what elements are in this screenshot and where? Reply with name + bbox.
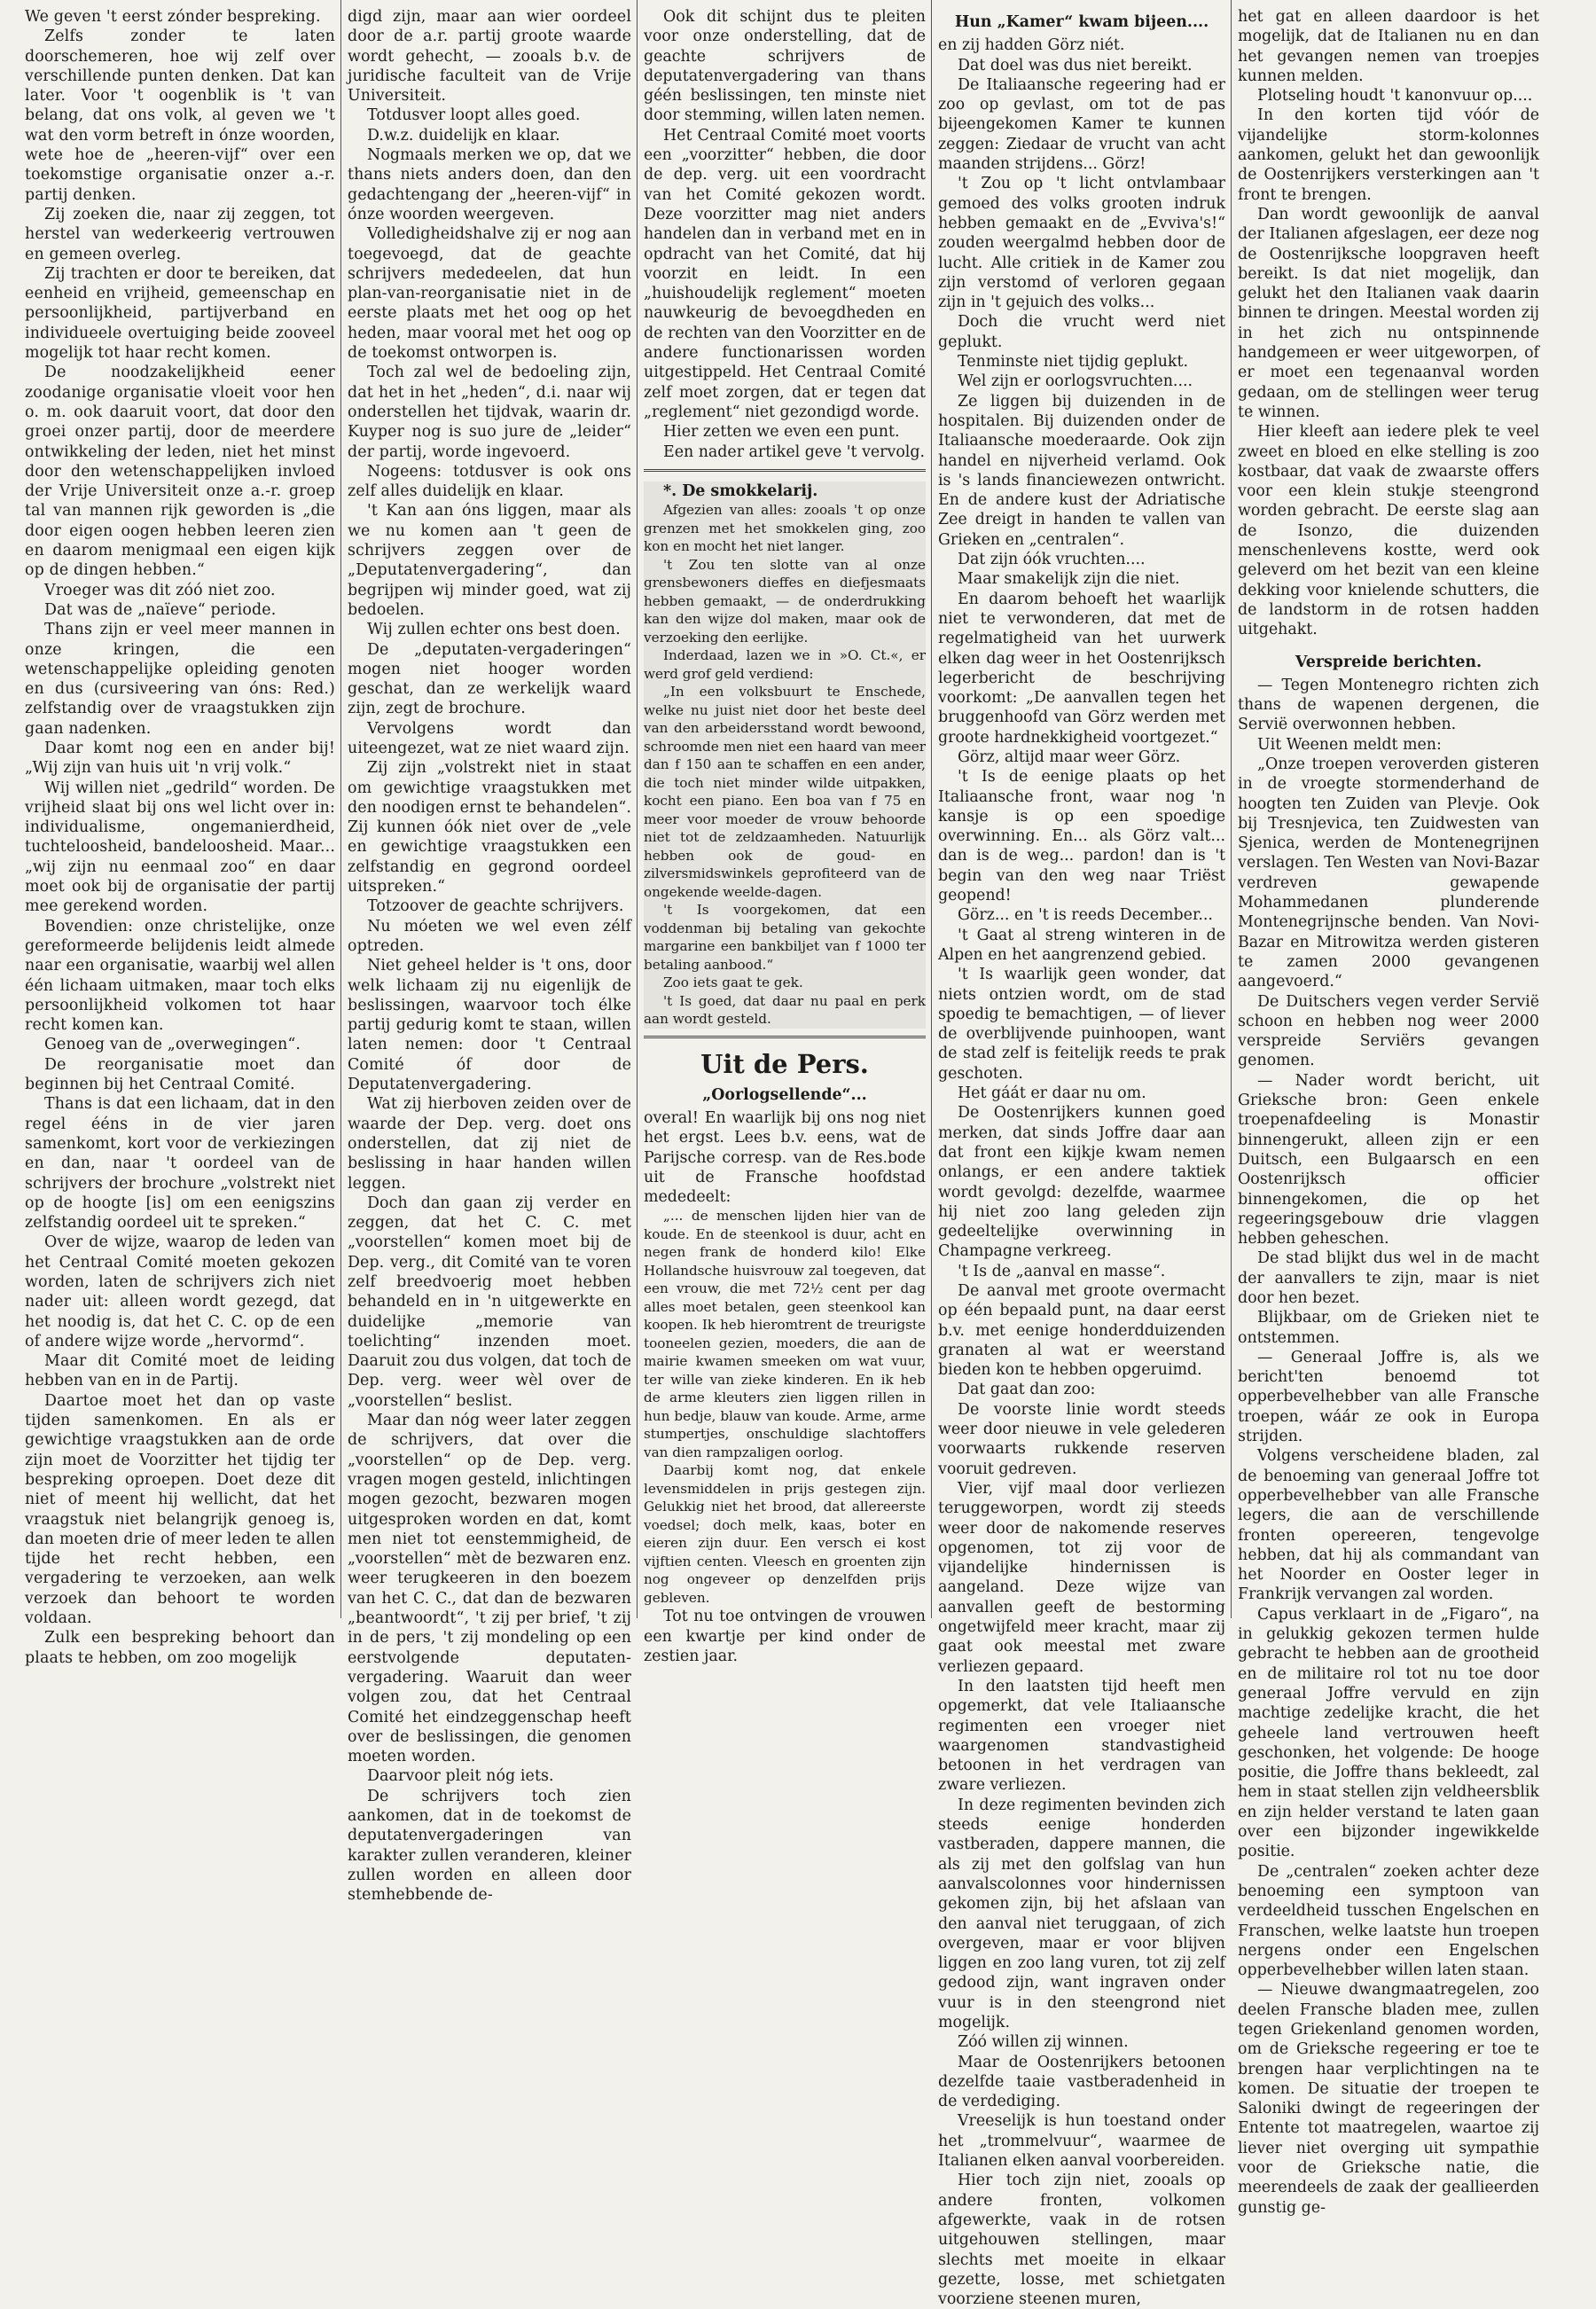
paragraph: Daartoe moet het dan op vaste tijden samenkomen. En als er gewichtige vraagstukken aan de orde zijn moet de Voorzitter het tijdig ter bespreking oproepen. Doet deze dit niet of meent hij wellicht, dat het vraagstuk niet belangrijk genoeg is, dan moeten drie of meer leden te allen tijde het recht hebben, een vergadering te verzoeken, aan welk verzoek dan behoort te worden voldaan. — [25, 1391, 335, 1628]
paragraph: het gat en alleen daardoor is het mogelijk, dat de Italianen nu en dan het gevangen nemen van troepjes kunnen melden. — [1238, 8, 1539, 85]
paragraph: D.w.z. duidelijk en klaar. — [367, 126, 560, 145]
paragraph: 't Kan aan óns liggen, maar als we nu komen aan 't geen de schrijvers zeggen over de „Deputatenvergadering“, dan begrijpen wij minder goed, wat zij bedoelen. — [348, 502, 631, 619]
paragraph: Wat zij hierboven zeiden over de waarde der Dep. verg. doet ons onderstellen, dat zij niet de beslissing in haar handen willen leggen. — [348, 1095, 631, 1193]
paragraph: Daarbij komt nog, dat enkele levensmiddelen in prijs gestegen zijn. Gelukkig niet het brood, dat allereerste voedsel; doch melk, kaas, boter en eieren zijn duur. Een versch ei kost vijftien centen. Vleesch en groenten zijn nog ongeveer op denzelfden prijs gebleven. — [644, 1462, 926, 1606]
paragraph: De „deputaten-vergaderingen“ mogen niet hooger worden geschat, dan ze werkelijk waard zijn, zegt de brochure. — [348, 640, 631, 718]
paragraph: Capus verklaart in de „Figaro“, na in gelukkig gekozen termen hulde gebracht te hebben aan de grootheid en de militaire rol tot nu toe door generaal Joffre vervuld en zijn machtige zedelijke kracht, die het geheele land vertrouwen heeft geschonken, het volgende: De hooge positie, die Joffre thans bekleedt, zal hem in staat stellen zijn veldheersblik en zijn helder verstand te laten gaan over een bijzonder ingewikkelde positie. — [1238, 1605, 1539, 1861]
paragraph: Zulk een bespreking behoort dan plaats te hebben, om zoo mogelijk — [25, 1629, 335, 1667]
paragraph: En daarom behoeft het waarlijk niet te verwonderen, dat met de regelmatigheid van het uurwerk elken dag weer in het Oostenrijksch legerbericht de beschrijving voorkomt: „De aanvallen tegen het bruggenhoofd van Görz werden met groote hardnekkigheid voortgezet.“ — [938, 590, 1225, 747]
paragraph: Zóó willen zij winnen. — [958, 2033, 1129, 2052]
paragraph: Maar dit Comité moet de leiding hebben van en in de Partij. — [25, 1352, 335, 1390]
paragraph: Maar smakelijk zijn die niet. — [958, 570, 1180, 589]
section-divider — [644, 1036, 926, 1041]
paragraph: Daar komt nog een en ander bij! „Wij zijn van huis uit 'n vrij volk.“ — [25, 739, 335, 778]
paragraph: — Nader wordt bericht, uit Grieksche bron: Geen enkele troepenafdeeling is Monastir binnengerukt, alleen zijn er een Duitsch, een Bulgaarsch en een Oostenrijksch officier binnengekomen, die op het regeeringsgebouw drie vlaggen hebben geheschen. — [1238, 1071, 1539, 1248]
paragraph: Dat gaat dan zoo: — [958, 1381, 1096, 1399]
paragraph: Tot nu toe ontvingen de vrouwen een kwartje per kind onder de zestien jaar. — [644, 1608, 926, 1665]
paragraph: Bovendien: onze christelijke, onze gereformeerde belijdenis leidt almede naar een organisatie, waarbij wel allen één lichaam uitmaken, maar toch elks persoonlijkheid volkomen tot haar recht komen kan. — [25, 917, 335, 1035]
verspreide-berichten-heading: Verspreide berichten. — [1295, 653, 1483, 671]
paragraph: Ze liggen bij duizenden in de hospitalen. Bij duizenden onder de Italiaansche moederaarde. Ook zijn handel en nijverheid verlamd. Ook is 's lands financiewezen ontwricht. En de andere kust der Adriatische Zee dreigt in handen te vallen van Grieken en „centralen“. — [938, 392, 1225, 549]
paragraph: De aanval met groote overmacht op één bepaald punt, na daar eerst b.v. met eenige honderdduizenden granaten al wat er weerstand bieden kon te hebben opgeruimd. — [938, 1282, 1225, 1380]
paragraph: „Onze troepen veroverden gisteren in de vroegte stormenderhand de hoogten ten Zuiden van Plevje. Ook bij Tresnjevica, ten Zuidwesten van Sjenica, werden de Montenegrijnen verslagen. Ten Westen van Novi-Bazar verdreven gewapende Mohammedanen plunderende Montenegrijnsche benden. Van Novi-Bazar en Mitrowitza werden gisteren te zamen 2000 gevangenen aangevoerd.“ — [1238, 755, 1539, 991]
paragraph: Inderdaad, lazen we in »O. Ct.«, er werd grof geld verdiend: — [644, 647, 926, 682]
kamer-heading: Hun „Kamer“ kwam bijeen.... — [954, 13, 1209, 31]
paragraph: Wel zijn er oorlogsvruchten.... — [958, 372, 1193, 391]
paragraph: Afgezien van alles: zooals 't op onze grenzen met het smokkelen ging, zoo kon en mocht het niet langer. — [644, 502, 926, 555]
paragraph: „... de menschen lijden hier van de koude. En de steenkool is duur, acht en negen frank de honderd kilo! Elke Hollandsche huisvrouw zal toegeven, dat een vrouw, die met 72½ cent per dag alles moet betalen, geen steenkool kan koopen. Ik heb hieromtrent de treurigste tooneelen gezien, moeders, die aan de mairie kwamen smeeken om wat vuur, ter wille van zieke kinderen. En ik heb de arme kleuters zien liggen rillen in hun bedje, blauw van koude. Arme, arme stumpertjes, onschuldige slachtoffers van dien rampzaligen oorlog. — [644, 1208, 926, 1460]
article-continuation — [644, 7, 926, 462]
paragraph: Uit Weenen meldt men: — [1257, 735, 1442, 754]
paragraph: „In een volksbuurt te Enschede, welke nu juist niet door het beste deel van den arbeidersstand wordt bewoond, schroomde men niet een haard van meer dan f 150 aan te schaffen en een ander, die toch niet minder wilde uitpakken, kocht een piano. Een boa van f 75 en meer voor moeder de vrouw behoorde niet tot de zeldzaamheden. Natuurlijk hebben ook de goud- en zilversmidswinkels geprofiteerd van de ongekende weelde-dagen. — [644, 684, 926, 900]
paragraph: Zelfs zonder te laten doorschemeren, hoe wij zelf over verschillende punten denken. Dat kan later. Voor 't oogenblik is 't van belang, dat ons volk, al geven we 't wat den vorm betreft in ónze woorden, wete hoe de „heeren-vijf“ over een toekomstige organisatie onzer a.-r. partij denken. — [25, 27, 335, 204]
paragraph: Nogmaals merken we op, dat we thans niets anders doen, dan den gedachtengang der „heeren-vijf“ in ónze woorden weergeven. — [348, 146, 631, 223]
paragraph: Volgens verscheidene bladen, zal de benoeming van generaal Joffre tot opperbevelhebber van alle Fransche legers, die aan de verschillende fronten opereeren, tengevolge hebben, dat hij als commandant van het Noorder en Ooster leger in Frankrijk vervangen zal worden. — [1238, 1447, 1539, 1604]
paragraph: 't Is de eenige plaats op het Italiaansche front, waar nog 'n kansje is op een spoedige overwinning. En... als Görz valt... dan is de weg... pardon! dan is 't begin van den weg naar Triëst geopend! — [938, 768, 1225, 905]
paragraph: 't Zou ten slotte van al onze grensbewoners dieffes en diefjesmaats hebben gemaakt, — de onderdrukking kan den wijze dol maken, maar ook de verzoeking den eerlijke. — [644, 556, 926, 646]
paragraph: — Nieuwe dwangmaatregelen, zoo deelen Fransche bladen mee, zullen tegen Griekenland genomen worden, om de Grieksche regeering er toe te brengen haar verplichtingen na te komen. De situatie der troepen te Saloniki dwingt de regeeringen der Entente tot maatregelen, waartoe zij liever niet overging uit sympathie voor de Grieksche natie, die meerendeels de zaak der geallieerden gunstig ge- — [1238, 1981, 1539, 2217]
paragraph: Maar dan nóg weer later zeggen de schrijvers, dat over die „voorstellen“ op de Dep. verg. vragen mogen gesteld, inlichtingen mogen gezocht, bezwaren mogen uitgesproken worden en dat, komt men niet tot eenstemmigheid, de „voorstellen“ mèt de bezwaren enz. weer terugkeeren in den boezem van het C. C., dat dan de bezwaren „beantwoordt“, 't zij per brief, 't zij in de pers, 't zij mondeling op een eerstvolgende deputaten-vergadering. Waaruit dan weer volgen zou, dat het Centraal Comité het eindzeggenschap heeft over de beslissingen, die genomen moeten worden. — [348, 1412, 631, 1766]
paragraph: 't Is waarlijk geen wonder, dat niets ontzien wordt, om de stad spoedig te bemachtigen, — of liever de overblijvende puinhoopen, want de stad zelf is feitelijk reeds te prak geschoten. — [938, 966, 1225, 1083]
paragraph: De stad blijkt dus wel in de macht der aanvallers te zijn, maar is niet door hen bezet. — [1238, 1249, 1539, 1307]
paragraph: Het Centraal Comité moet voorts een „voorzitter“ hebben, die door de dep. verg. uit een voordracht van het Comité gekozen wordt. Deze voorzitter mag niet anders handelen dan in verband met en in opdracht van het Comité, dat hij voorzit en leidt. In een „huishoudelijk reglement“ moeten nauwkeurig de bevoegdheden en de rechten van den Voorzitter en de andere functionarissen worden uitgestippeld. Het Centraal Comité zelf moet zorgen, dat er tegen dat „reglement“ niet gezondigd worde. — [644, 126, 926, 421]
paragraph: 't Is goed, dat daar nu paal en perk aan wordt gesteld. — [644, 992, 926, 1028]
paragraph: De voorste linie wordt steeds weer door nieuwe in vele gelederen voorwaarts rukkende reserven vooruit gedreven. — [938, 1400, 1225, 1478]
smokkelarij-article — [644, 481, 926, 1029]
paragraph: — Generaal Joffre is, als we bericht'ten benoemd tot opperbevelhebber van alle Fransche troepen, wáár ze ook in Europa strijden. — [1238, 1348, 1539, 1446]
oorlogsellende-subheading: „Oorlogsellende“... — [702, 1085, 867, 1104]
smokkelarij-title: *. De smokkelarij. — [663, 481, 818, 500]
paragraph: Thans zijn er veel meer mannen in onze kringen, die een wetenschappelijke opleiding genoten en dus (cursiveering van óns: Red.) zelfstandig over de vraagstukken zijn gaan nadenken. — [25, 621, 335, 738]
smokkelarij-body — [644, 501, 926, 1029]
paragraph: en zij hadden Görz niét. — [938, 36, 1125, 55]
paragraph: In deze regimenten bevinden zich steeds eenige honderden vastberaden, dappere mannen, die als zij met den golfslag van hun aanvalscolonnes voor hindernissen gekomen zijn, bij het afslaan van den aanval niet teruggaan, of zich overgeven, maar er voor blijven liggen en zoo lang vuren, tot zij zelf gedood zijn, want ingraven onder vuur is in den steengrond niet mogelijk. — [938, 1796, 1225, 2031]
paragraph: 't Gaat al streng winteren in de Alpen en het aangrenzend gebied. — [938, 926, 1225, 964]
paragraph: Thans is dat een lichaam, dat in den regel ééns in de vier jaren samenkomt, kort voor de verkiezingen en dan, naar 't oordeel van de schrijvers der brochure „volstrekt niet op de hoogte [is] om een eenigszins zelfstandig oordeel uit te spreken.“ — [25, 1095, 335, 1233]
paragraph: De Oostenrijkers kunnen goed merken, dat sinds Joffre daar aan dat front een kijkje kwam nemen onlangs, er een andere taktiek wordt gevolgd: dezelfde, waarmee hij niet zoo lang geleden zijn gedeeltelijke overwinning in Champagne verkreeg. — [938, 1104, 1225, 1261]
column-5 — [1232, 0, 1545, 2217]
paragraph: De Italiaansche regeering had er zoo op gevlast, om tot de pas bijeengekomen Kamer te kunnen zeggen: Ziedaar de vrucht van acht maanden strijdens... Görz! — [938, 75, 1225, 174]
paragraph: — Tegen Montenegro richten zich thans de wapenen dergenen, die Servië overwonnen hebben. — [1238, 676, 1539, 734]
paragraph: Totdusver loopt alles goed. — [367, 106, 581, 125]
paragraph: Dat was de „naïeve“ periode. — [44, 600, 277, 619]
paragraph: Görz, altijd maar weer Görz. — [958, 747, 1181, 766]
paragraph: Dat doel was dus niet bereikt. — [958, 56, 1193, 74]
paragraph: Doch die vrucht werd niet geplukt. — [938, 313, 1225, 351]
paragraph: De schrijvers toch zien aankomen, dat in de toekomst de deputatenvergaderingen van karakter zullen veranderen, kleiner zullen worden en alleen door stemhebbende de- — [348, 1787, 631, 1905]
paragraph: Hier zetten we even een punt. — [663, 423, 900, 442]
paragraph: Nu móeten we wel even zélf optreden. — [348, 917, 631, 955]
paragraph: Tenminste niet tijdig geplukt. — [958, 353, 1188, 372]
paragraph: 't Zou op 't licht ontvlambaar gemoed des volks grooten indruk hebben gemaakt en de „Evviva's!“ zouden weergalmd hebben door de lucht. Alle critiek in de Kamer zou zijn verstomd of verloren gegaan zijn in 't gejuich des volks... — [938, 175, 1225, 312]
paragraph: Doch dan gaan zij verder en zeggen, dat het C. C. met „voorstellen“ komen moet bij de Dep. verg., dit Comité van te voren zelf breedvoerig moet hebben behandeld en in 'n uitgewerkte en duidelijke „memorie van toelichting“ inzenden moet. Daaruit zou dus volgen, dat toch de Dep. verg. weer wèl over de „voorstellen“ beslist. — [348, 1194, 631, 1410]
paragraph: De noodzakelijkheid eener zoodanige organisatie vloeit voor hen o. m. ook daaruit voort, dat door den groei onzer partij, door de meerdere ontwikkeling der leden, niet het minst door den wetenschappelijken invloed der Vrije Universiteit onze a.-r. groep tal van mannen rijk geworden is „die door eigen oogen hebben leeren zien en daarom menigmaal een eigen kijk op de dingen hebben.“ — [25, 364, 335, 580]
uit-de-pers-heading: Uit de Pers. — [700, 1048, 869, 1079]
paragraph: Niet geheel helder is 't ons, door welk lichaam zij nu eigenlijk de beslissingen, waarvoor toch élke partij gedurig komt te staan, willen laten nemen: door 't Centraal Comité óf door de Deputatenvergadering. — [348, 957, 631, 1094]
column-divider — [931, 0, 932, 1618]
paragraph: Vier, vijf maal door verliezen teruggeworpen, wordt zij steeds weer door de nakomende reserves opgenomen, tot zij voor de vijandelijke hindernissen is aangeland. Deze wijze van aanvallen geeft de bestorming ongetwijfeld meer kracht, maar zij gaat ook meestal met zware verliezen gepaard. — [938, 1479, 1225, 1676]
paragraph: Vervolgens wordt dan uiteengezet, wat ze niet waard zijn. — [348, 719, 631, 757]
paragraph: overal! En waarlijk bij ons nog niet het ergst. Lees b.v. eens, wat de Parijsche corresp. van de Res.bode uit de Fransche hoofdstad mededeelt: — [644, 1108, 926, 1207]
paragraph: Zoo iets gaat te gek. — [663, 974, 803, 991]
paragraph: 't Is de „aanval en masse“. — [958, 1262, 1166, 1280]
uit-de-pers-body — [644, 1108, 926, 1666]
column-4 — [933, 0, 1231, 2309]
paragraph: Hier kleeft aan iedere plek te veel zweet en bloed en elke stelling is zoo kostbaar, dat vaak de zwaarste offers voor een klein stukje steengrond worden gebracht. De eerste slag aan de Isonzo, die duizenden menschenlevens kostte, werd ook geleverd om het bezit van een kleine dekking voor knielende schutters, die de landstorm in de rotsen hadden uitgehakt. — [1238, 423, 1539, 639]
paragraph: Dat zijn óók vruchten.... — [958, 551, 1146, 569]
paragraph: 't Is voorgekomen, dat een voddenman bij betaling van gekochte margarine een bankbiljet van f 1000 ter betaling aanbood.“ — [644, 902, 926, 973]
verspreide-berichten-body — [1238, 676, 1539, 2218]
paragraph: Zij trachten er door te bereiken, dat eenheid en vrijheid, gemeenschap en persoonlijkheid, partijverband en individueele overtuiging beide zooveel mogelijk tot haar recht komen. — [25, 264, 335, 363]
paragraph: Een nader artikel geve 't vervolg. — [663, 442, 926, 461]
kamer-article-body — [938, 35, 1225, 2309]
paragraph: Vroeger was dit zóó niet zoo. — [44, 581, 276, 599]
paragraph: De „centralen“ zoeken achter deze benoeming een symptoon van verdeeldheid tusschen Engelschen en Franschen, welke laatste hun troepen nergens onder een Engelschen opperbevelhebber willen laten staan. — [1238, 1862, 1539, 1980]
section-divider — [644, 469, 926, 474]
paragraph: Toch zal wel de bedoeling zijn, dat het in het „heden“, d.i. naar wij onderstellen het tijdvak, waarin dr. Kuyper nog is suo jure de „leider“ der partij, worde ingevoerd. — [348, 364, 631, 461]
paragraph: Het gáát er daar nu om. — [958, 1084, 1146, 1103]
paragraph: Daarvoor pleit nóg iets. — [367, 1767, 554, 1786]
paragraph: Görz... en 't is reeds December... — [958, 906, 1213, 925]
paragraph: Totzoover de geachte schrijvers. — [367, 897, 624, 916]
paragraph: Over de wijze, waarop de leden van het Centraal Comité moeten gekozen worden, laten de schrijvers zich niet nader uit: alleen wordt gezegd, dat het noodig is, dat het C. C. op de een of andere wijze worde „hervormd“. — [25, 1233, 335, 1350]
paragraph: Zij zijn „volstrekt niet in staat om gewichtige vraagstukken met den noodigen ernst te behandelen“. Zij kunnen óók niet over de „vele en gewichtige vraagstukken een zelfstandig en gegrond oordeel uitspreken.“ — [348, 759, 631, 896]
paragraph: Maar de Oostenrijkers betoonen dezelfde taaie vastberadenheid in de verdediging. — [938, 2053, 1225, 2111]
paragraph: digd zijn, maar aan wier oordeel door de a.r. partij groote waarde wordt gehecht, — zooals b.v. de juridische faculteit van de Vrije Universiteit. — [348, 8, 631, 106]
paragraph: Ook dit schijnt dus te pleiten voor onze onderstelling, dat de geachte schrijvers de deputatenvergadering van thans géén beslissingen, ten minste niet door stemming, willen laten nemen. — [644, 8, 926, 125]
article-continuation — [1238, 7, 1539, 640]
paragraph: Dan wordt gewoonlijk de aanval der Italianen afgeslagen, eer deze nog de Oostenrijksche loopgraven heeft bereikt. Is dat niet mogelijk, dan gelukt het den Italianen vaak daarin binnen te dringen. Meestal worden zij in het zich nu ontspinnende handgemeen er weer uitgeworpen, of er moet een tegenaanval worden gedaan, om de stellingen weer terug te winnen. — [1238, 205, 1539, 421]
paragraph: Plotseling houdt 't kanonvuur op.... — [1257, 87, 1533, 106]
paragraph: De reorganisatie moet dan beginnen bij het Centraal Comité. — [25, 1055, 335, 1094]
paragraph: Wij zullen echter ons best doen. — [367, 621, 621, 639]
paragraph: Hier toch zijn niet, zooals op andere fronten, volkomen afgewerkte, vaak in de rotsen uitgehouwen stellingen, maar slechts met moeite in elkaar gezette, losse, met schietgaten voorziene steenen muren, — [938, 2172, 1225, 2309]
column-divider — [1231, 0, 1232, 1618]
paragraph: We geven 't eerst zónder bespreking. — [25, 8, 321, 26]
column-3 — [638, 0, 931, 1665]
paragraph: Vreeselijk is hun toestand onder het „trommelvuur“, waarmee de Italianen elken aanval voorbereiden. — [938, 2112, 1225, 2171]
paragraph: In den laatsten tijd heeft men opgemerkt, dat vele Italiaansche regimenten een vroeger niet waargenomen standvastigheid betoonen in het verdragen van zware verliezen. — [938, 1677, 1225, 1795]
paragraph: Zij zoeken die, naar zij zeggen, tot herstel van wederkeerig vertrouwen en gemeen overleg. — [25, 205, 335, 263]
paragraph: De Duitschers vegen verder Servië schoon en hebben nog weer 2000 verspreide Serviërs gevangen genomen. — [1238, 992, 1539, 1070]
paragraph: Genoeg van de „overwegingen“. — [44, 1036, 301, 1054]
column-divider — [637, 0, 638, 1618]
paragraph: Wij willen niet „gedrild“ worden. De vrijheid slaat bij ons wel licht over in: individualisme, ongemanierdheid, tuchteloosheid, bandeloosheid. Maar... „wij zijn nu eenmaal zoo“ en daar moet ook bij de organisatie der partij mee gerekend worden. — [25, 779, 335, 916]
column-2 — [342, 0, 637, 1905]
paragraph: In den korten tijd vóór de vijandelijke storm-kolonnes aankomen, gelukt het dan gewoonlijk de Oostenrijkers versterkingen aan 't front te brengen. — [1238, 106, 1539, 204]
paragraph: Nogeens: totdusver is ook ons zelf alles duidelijk en klaar. — [348, 462, 631, 501]
paragraph: Volledigheidshalve zij er nog aan toegevoegd, dat de geachte schrijvers mededeelen, dat hun plan-van-reorganisatie niet in de eerste plaats met het oog op het heden, maar vooral met het oog op de toekomst ontworpen is. — [348, 225, 631, 363]
paragraph: Blijkbaar, om de Grieken niet te ontstemmen. — [1238, 1309, 1539, 1347]
column-divider — [340, 0, 341, 1618]
column-1 — [0, 0, 340, 1667]
